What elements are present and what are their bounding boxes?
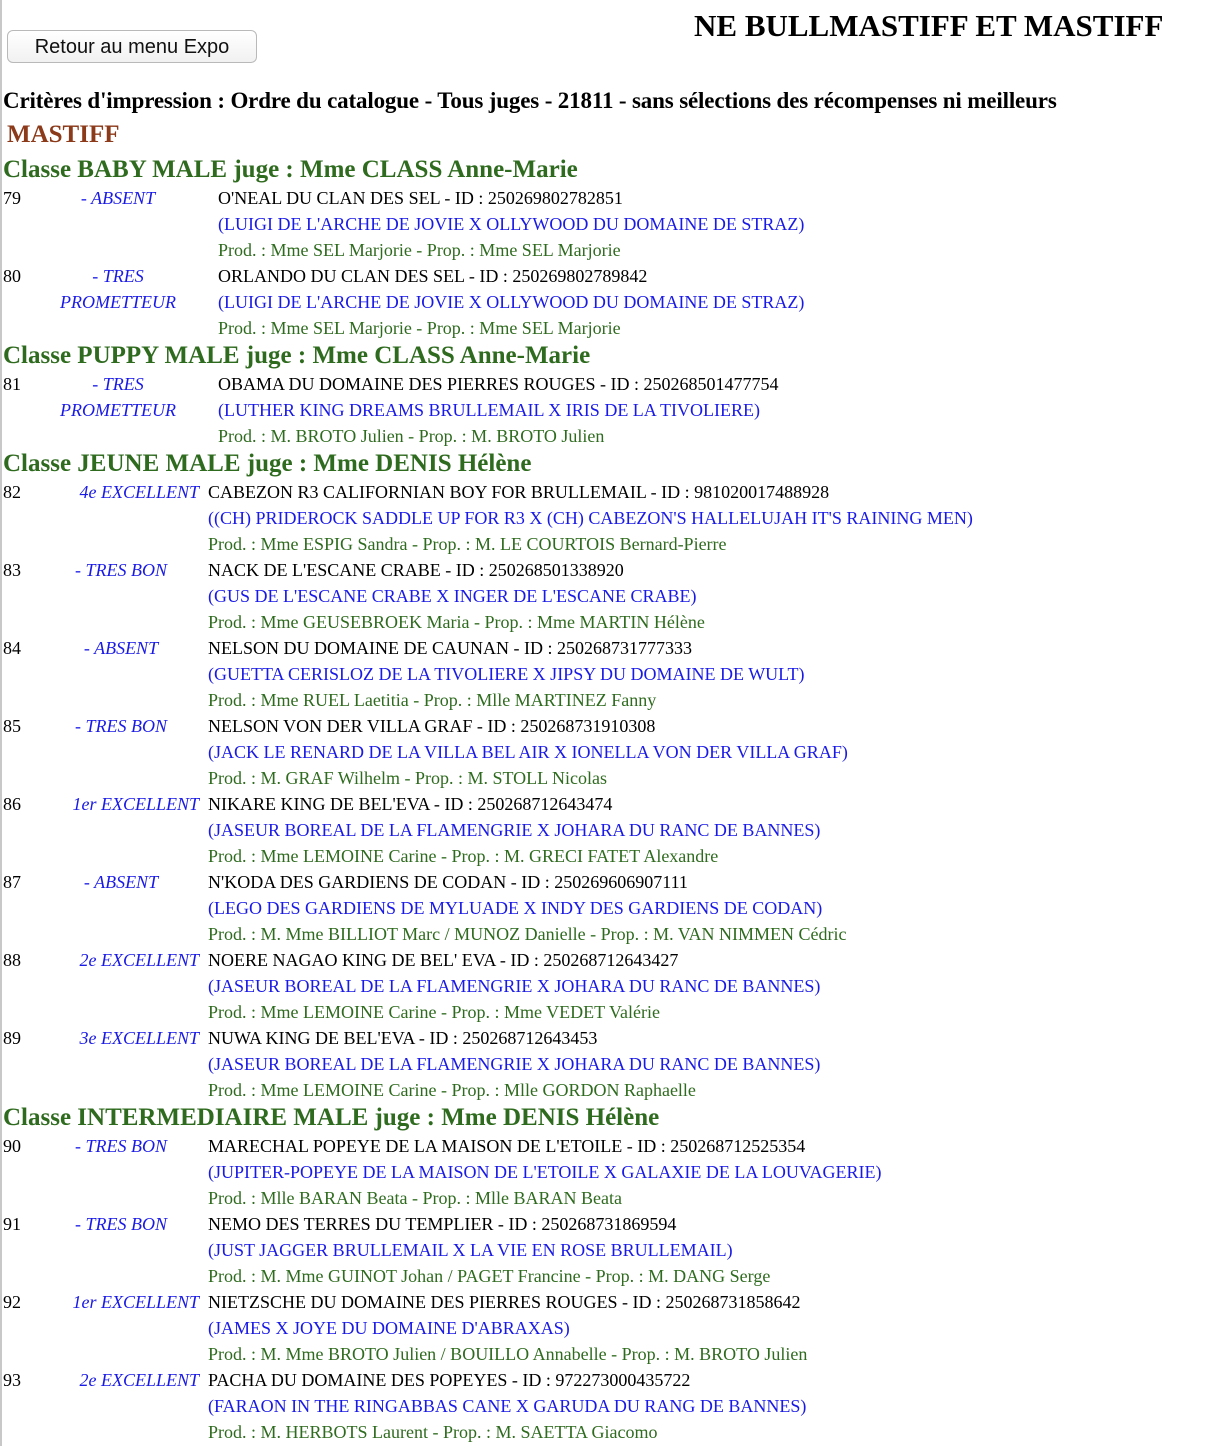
- catalogue-list: [3, 155, 1225, 1445]
- dog-owners: Prod. : M. Mme BILLIOT Marc / MUNOZ Danielle - Prop. : M. VAN NIMMEN Cédric: [208, 924, 847, 944]
- entry-result: 3e EXCELLENT: [79, 1028, 199, 1048]
- catalogue-entry: [3, 1289, 1225, 1367]
- entry-number: 93: [3, 1370, 21, 1390]
- entry-result: - TRES BON: [75, 716, 167, 736]
- dog-owners: Prod. : M. BROTO Julien - Prop. : M. BROTO Julien: [218, 426, 605, 446]
- entry-number: 84: [3, 638, 21, 658]
- entry-number: 87: [3, 872, 21, 892]
- dog-owners: Prod. : Mme RUEL Laetitia - Prop. : Mlle MARTINEZ Fanny: [208, 690, 657, 710]
- dog-name: NIKARE KING DE BEL'EVA - ID : 250268712643474: [208, 794, 613, 814]
- dog-name: NELSON VON DER VILLA GRAF - ID : 250268731910308: [208, 716, 656, 736]
- dog-owners: Prod. : Mme LEMOINE Carine - Prop. : Mme VEDET Valérie: [208, 1002, 660, 1022]
- entry-details: [208, 557, 705, 635]
- dog-parents: (JACK LE RENARD DE LA VILLA BEL AIR X IONELLA VON DER VILLA GRAF): [208, 742, 848, 762]
- class-section: [3, 449, 1225, 1103]
- catalogue-entry: [3, 947, 1225, 1025]
- entry-details: [208, 791, 820, 869]
- class-header: Classe BABY MALE juge : Mme CLASS Anne-Marie: [3, 156, 578, 183]
- entry-details: [208, 947, 820, 1025]
- class-section: [3, 1103, 1225, 1445]
- dog-parents: (JASEUR BOREAL DE LA FLAMENGRIE X JOHARA DU RANC DE BANNES): [208, 976, 821, 996]
- dog-parents: (JUPITER-POPEYE DE LA MAISON DE L'ETOILE X GALAXIE DE LA LOUVAGERIE): [208, 1162, 882, 1182]
- dog-owners: Prod. : Mlle BARAN Beata - Prop. : Mlle BARAN Beata: [208, 1188, 622, 1208]
- dog-name: NIETZSCHE DU DOMAINE DES PIERRES ROUGES - ID : 250268731858642: [208, 1292, 801, 1312]
- dog-parents: (LUIGI DE L'ARCHE DE JOVIE X OLLYWOOD DU DOMAINE DE STRAZ): [218, 214, 805, 234]
- dog-name: N'KODA DES GARDIENS DE CODAN - ID : 250269606907111: [208, 872, 688, 892]
- entry-result: - ABSENT: [83, 638, 159, 658]
- entry-details: [208, 1025, 820, 1103]
- dog-name: NELSON DU DOMAINE DE CAUNAN - ID : 250268731777333: [208, 638, 692, 658]
- entry-number: 90: [3, 1136, 21, 1156]
- dog-owners: Prod. : M. Mme BROTO Julien / BOUILLO Annabelle - Prop. : M. BROTO Julien: [208, 1344, 808, 1364]
- class-section: [3, 341, 1225, 449]
- entry-details: [218, 263, 804, 341]
- class-header: Classe PUPPY MALE juge : Mme CLASS Anne-Marie: [3, 342, 591, 369]
- dog-parents: (JASEUR BOREAL DE LA FLAMENGRIE X JOHARA DU RANC DE BANNES): [208, 820, 821, 840]
- entry-number: 88: [3, 950, 21, 970]
- class-header: Classe INTERMEDIAIRE MALE juge : Mme DENIS Hélène: [3, 1104, 660, 1131]
- catalogue-entry: [3, 869, 1225, 947]
- catalogue-entry: [3, 635, 1225, 713]
- breed-heading: MASTIFF: [7, 121, 120, 148]
- entry-details: [208, 479, 973, 557]
- dog-parents: ((CH) PRIDEROCK SADDLE UP FOR R3 X (CH) CABEZON'S HALLELUJAH IT'S RAINING MEN): [208, 508, 973, 528]
- entry-result: - TRES BON: [75, 560, 167, 580]
- entry-result: 1er EXCELLENT: [72, 1292, 199, 1312]
- entry-result: - ABSENT: [80, 188, 156, 208]
- left-border: [0, 0, 2, 1446]
- dog-name: O'NEAL DU CLAN DES SEL - ID : 250269802782851: [218, 188, 623, 208]
- dog-name: PACHA DU DOMAINE DES POPEYES - ID : 972273000435722: [208, 1370, 691, 1390]
- back-to-menu-button[interactable]: Retour au menu Expo: [7, 30, 257, 63]
- dog-name: CABEZON R3 CALIFORNIAN BOY FOR BRULLEMAIL - ID : 981020017488928: [208, 482, 830, 502]
- dog-owners: Prod. : Mme SEL Marjorie - Prop. : Mme SEL Marjorie: [218, 240, 621, 260]
- entry-details: [208, 1367, 806, 1445]
- dog-owners: Prod. : Mme SEL Marjorie - Prop. : Mme SEL Marjorie: [218, 318, 621, 338]
- dog-parents: (LUIGI DE L'ARCHE DE JOVIE X OLLYWOOD DU DOMAINE DE STRAZ): [218, 292, 805, 312]
- entry-number: 91: [3, 1214, 21, 1234]
- entry-details: [208, 713, 848, 791]
- dog-parents: (FARAON IN THE RINGABBAS CANE X GARUDA DU RANG DE BANNES): [208, 1396, 807, 1416]
- catalogue-entry: [3, 185, 1225, 263]
- catalogue-entry: [3, 1133, 1225, 1211]
- entry-number: 80: [3, 266, 21, 286]
- entry-details: [208, 635, 805, 713]
- entry-result: - TRES PROMETTEUR: [60, 374, 176, 420]
- dog-parents: (GUS DE L'ESCANE CRABE X INGER DE L'ESCANE CRABE): [208, 586, 697, 606]
- dog-name: NACK DE L'ESCANE CRABE - ID : 250268501338920: [208, 560, 624, 580]
- entry-result: 4e EXCELLENT: [79, 482, 199, 502]
- dog-parents: (LEGO DES GARDIENS DE MYLUADE X INDY DES GARDIENS DE CODAN): [208, 898, 823, 918]
- catalogue-entry: [3, 263, 1225, 341]
- dog-parents: (JAMES X JOYE DU DOMAINE D'ABRAXAS): [208, 1318, 570, 1338]
- entry-result: - ABSENT: [83, 872, 159, 892]
- entry-details: [208, 869, 846, 947]
- dog-name: OBAMA DU DOMAINE DES PIERRES ROUGES - ID : 250268501477754: [218, 374, 779, 394]
- catalogue-entry: [3, 1025, 1225, 1103]
- dog-owners: Prod. : M. Mme GUINOT Johan / PAGET Francine - Prop. : M. DANG Serge: [208, 1266, 771, 1286]
- dog-owners: Prod. : M. GRAF Wilhelm - Prop. : M. STOLL Nicolas: [208, 768, 607, 788]
- entry-result: 1er EXCELLENT: [72, 794, 199, 814]
- catalogue-entry: [3, 791, 1225, 869]
- entry-result: 2e EXCELLENT: [79, 950, 199, 970]
- entry-details: [218, 185, 804, 263]
- dog-name: NOERE NAGAO KING DE BEL' EVA - ID : 250268712643427: [208, 950, 679, 970]
- page-title: NE BULLMASTIFF ET MASTIFF: [694, 8, 1164, 43]
- dog-name: ORLANDO DU CLAN DES SEL - ID : 250269802789842: [218, 266, 648, 286]
- class-section: [3, 155, 1225, 341]
- catalogue-entry: [3, 371, 1225, 449]
- entry-result: - TRES BON: [75, 1214, 167, 1234]
- catalogue-entry: [3, 479, 1225, 557]
- entry-details: [218, 371, 779, 449]
- entry-number: 89: [3, 1028, 21, 1048]
- catalogue-entry: [3, 557, 1225, 635]
- dog-owners: Prod. : Mme LEMOINE Carine - Prop. : M. GRECI FATET Alexandre: [208, 846, 719, 866]
- entry-number: 85: [3, 716, 21, 736]
- dog-name: MARECHAL POPEYE DE LA MAISON DE L'ETOILE - ID : 250268712525354: [208, 1136, 806, 1156]
- dog-parents: (JUST JAGGER BRULLEMAIL X LA VIE EN ROSE BRULLEMAIL): [208, 1240, 733, 1260]
- entry-details: [208, 1289, 807, 1367]
- catalogue-entry: [3, 713, 1225, 791]
- class-header: Classe JEUNE MALE juge : Mme DENIS Hélène: [3, 450, 532, 477]
- dog-name: NUWA KING DE BEL'EVA - ID : 250268712643453: [208, 1028, 598, 1048]
- entry-number: 82: [3, 482, 21, 502]
- entry-number: 79: [3, 188, 21, 208]
- entry-result: - TRES PROMETTEUR: [60, 266, 176, 312]
- catalogue-entry: [3, 1211, 1225, 1289]
- entry-result: 2e EXCELLENT: [79, 1370, 199, 1390]
- dog-owners: Prod. : Mme ESPIG Sandra - Prop. : M. LE COURTOIS Bernard-Pierre: [208, 534, 727, 554]
- dog-name: NEMO DES TERRES DU TEMPLIER - ID : 250268731869594: [208, 1214, 677, 1234]
- dog-owners: Prod. : Mme GEUSEBROEK Maria - Prop. : Mme MARTIN Hélène: [208, 612, 705, 632]
- entry-details: [208, 1211, 770, 1289]
- print-criteria: Critères d'impression : Ordre du catalogue - Tous juges - 21811 - sans sélections des récompenses ni meilleurs: [3, 88, 1057, 113]
- entry-number: 86: [3, 794, 21, 814]
- dog-owners: Prod. : M. HERBOTS Laurent - Prop. : M. SAETTA Giacomo: [208, 1422, 658, 1442]
- catalogue-entry: [3, 1367, 1225, 1445]
- entry-number: 92: [3, 1292, 21, 1312]
- entry-number: 81: [3, 374, 21, 394]
- dog-parents: (GUETTA CERISLOZ DE LA TIVOLIERE X JIPSY DU DOMAINE DE WULT): [208, 664, 805, 684]
- dog-owners: Prod. : Mme LEMOINE Carine - Prop. : Mlle GORDON Raphaelle: [208, 1080, 696, 1100]
- dog-parents: (JASEUR BOREAL DE LA FLAMENGRIE X JOHARA DU RANC DE BANNES): [208, 1054, 821, 1074]
- entry-details: [208, 1133, 882, 1211]
- entry-result: - TRES BON: [75, 1136, 167, 1156]
- entry-number: 83: [3, 560, 21, 580]
- dog-parents: (LUTHER KING DREAMS BRULLEMAIL X IRIS DE LA TIVOLIERE): [218, 400, 760, 420]
